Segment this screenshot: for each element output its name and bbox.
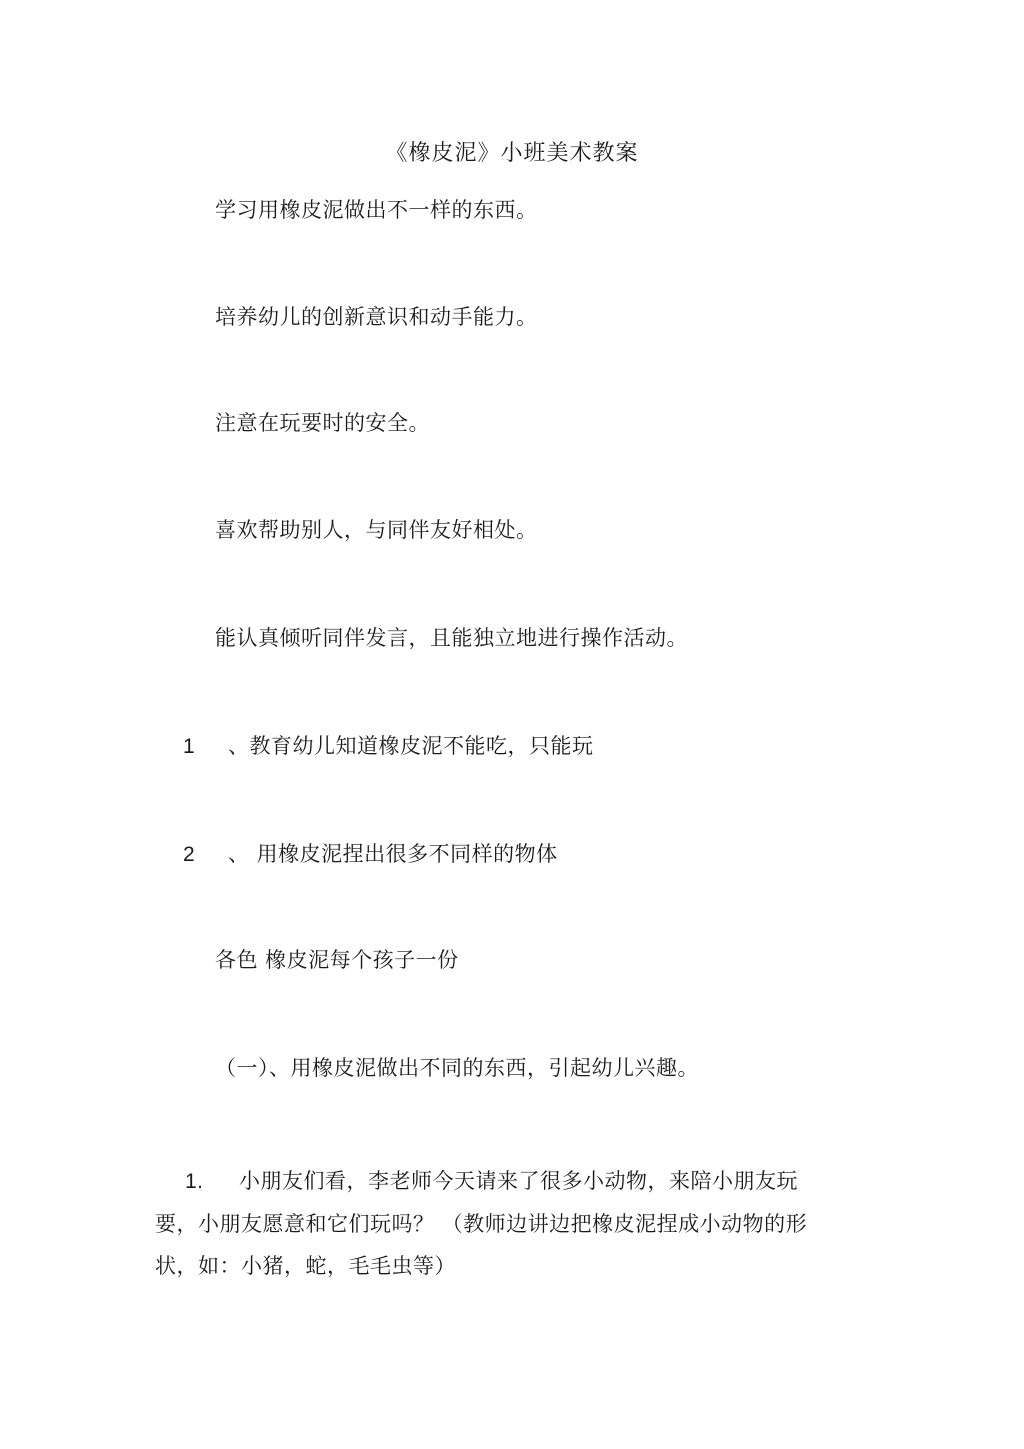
key-point-1 xyxy=(183,731,594,762)
step-one-line-1 xyxy=(155,1160,855,1203)
objective-3: 注意在玩要时的安全。 xyxy=(215,411,430,435)
objective-2: 培养幼儿的创新意识和动手能力。 xyxy=(215,305,538,329)
materials: 各色 橡皮泥每个孩子一份 xyxy=(215,948,459,972)
step-one-paragraph xyxy=(155,1160,855,1287)
step-one-line-2: 要，小朋友愿意和它们玩吗？ （教师边讲边把橡皮泥捏成小动物的形 xyxy=(155,1212,808,1236)
key-point-number: 1 xyxy=(183,735,196,758)
objective-4: 喜欢帮助别人，与同伴友好相处。 xyxy=(215,518,538,542)
key-point-number: 2 xyxy=(183,843,196,866)
step-one-text-1: 小朋友们看，李老师今天请来了很多小动物，来陪小朋友玩 xyxy=(239,1169,798,1193)
document-title: 《橡皮泥》小班美术教案 xyxy=(385,141,639,166)
section-heading-one: （一）、用橡皮泥做出不同的东西，引起幼儿兴趣。 xyxy=(215,1056,699,1080)
objective-1: 学习用橡皮泥做出不一样的东西。 xyxy=(215,198,538,222)
objective-5: 能认真倾听同伴发言，且能独立地进行操作活动。 xyxy=(215,626,688,650)
key-point-text: 、 用橡皮泥捏出很多不同样的物体 xyxy=(228,842,558,866)
key-point-2 xyxy=(183,839,558,870)
key-point-text: 、教育幼儿知道橡皮泥不能吃，只能玩 xyxy=(228,734,594,758)
step-one-line-3: 状，如：小猪，蛇，毛毛虫等） xyxy=(155,1254,456,1278)
step-number: 1. xyxy=(185,1170,204,1193)
